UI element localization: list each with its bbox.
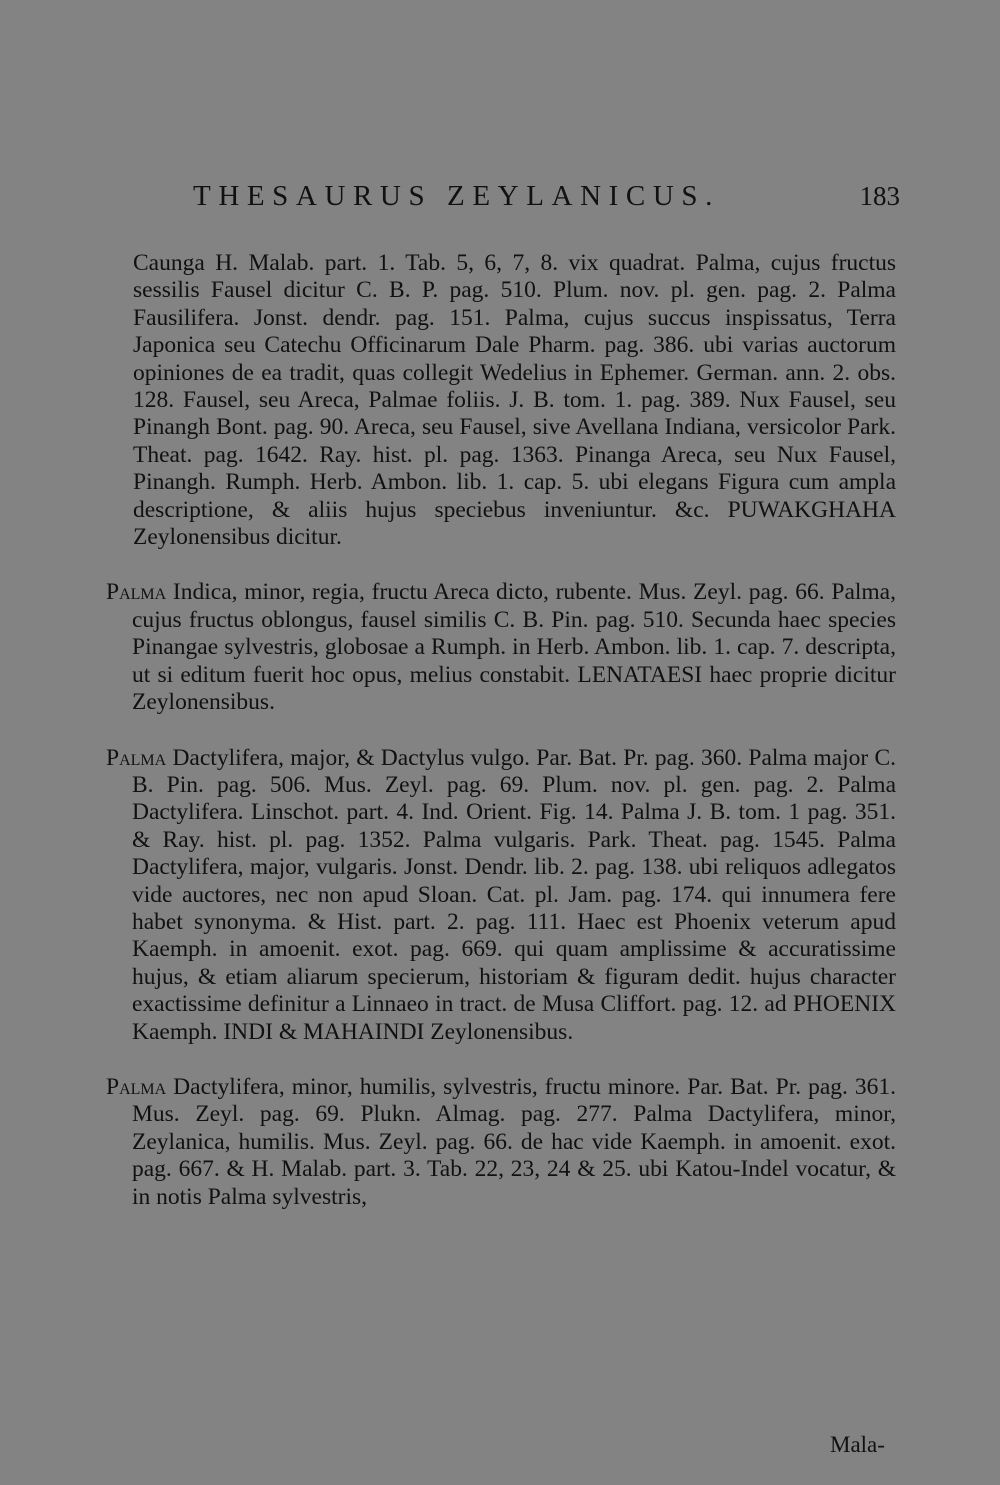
entry-text: Dactylifera, minor, humilis, sylvestris, fructu minore. Par. Bat. Pr. pag. 361. Mus. Zeyl. pag. 69. Plukn. Almag. pag. 277. Palma Dactylifera, minor, Zeylanica, humilis. Mus. Zeyl. pag. 66. de hac vide Kaemph. in amoenit. exot. pag. 667. & H. Malab. part. 3. Tab. 22, 23, 24 & 25. ubi Katou-Indel vocatur, & in notis Palma sylvestris, [132, 1073, 896, 1210]
page-header [193, 180, 900, 220]
running-title: THESAURUS ZEYLANICUS. [193, 180, 720, 212]
entry-lead-word: Palma [106, 579, 167, 606]
entry-palma-dactylifera-major [106, 745, 896, 1046]
entry-lead-word: Palma [106, 744, 167, 771]
entry-palma-indica [106, 579, 896, 716]
page-number: 183 [859, 181, 900, 211]
body-text [106, 250, 896, 1211]
entry-palma-dactylifera-minor [106, 1074, 896, 1211]
entry-text: Dactylifera, major, & Dactylus vulgo. Par. Bat. Pr. pag. 360. Palma major C. B. Pin. pag. 506. Mus. Zeyl. pag. 69. Plum. nov. pl. gen. pag. 2. Palma Dactylifera. Linschot. part. 4. Ind. Orient. Fig. 14. Palma J. B. tom. 1 pag. 351. & Ray. hist. pl. pag. 1352. Palma vulgaris. Park. Theat. pag. 1545. Palma Dactylifera, major, vulgaris. Jonst. Dendr. lib. 2. pag. 138. ubi reliquos adlegatos vide auctores, nec non apud Sloan. Cat. pl. Jam. pag. 174. qui innumera fere habet synonyma. & Hist. part. 2. pag. 111. Haec est Phoenix veterum apud Kaemph. in amoenit. exot. pag. 669. qui quam amplissime & accuratissime hujus, & etiam aliarum specierum, historiam & figuram dedit. hujus character exactissime definitur a Linnaeo in tract. de Musa Cliffort. pag. 12. ad PHOENIX Kaemph. INDI & MAHAINDI Zeylonensibus. [132, 744, 896, 1045]
paragraph-text: Caunga H. Malab. part. 1. Tab. 5, 6, 7, 8. vix quadrat. Palma, cujus fructus sessilis Fausel dicitur C. B. P. pag. 510. Plum. nov. pl. gen. pag. 2. Palma Fausilifera. Jonst. dendr. pag. 151. Palma, cujus succus inspissatus, Terra Japonica seu Catechu Officinarum Dale Pharm. pag. 386. ubi varias auctorum opiniones de ea tradit, quas collegit Wedelius in Ephemer. German. ann. 2. obs. 128. Fausel, seu Areca, Palmae foliis. J. B. tom. 1. pag. 389. Nux Fausel, seu Pinangh Bont. pag. 90. Areca, seu Fausel, sive Avellana Indiana, versicolor Park. Theat. pag. 1642. Ray. hist. pl. pag. 1363. Pinanga Areca, seu Nux Fausel, Pinangh. Rumph. Herb. Ambon. lib. 1. cap. 5. ubi elegans Figura cum ampla descriptione, & aliis hujus speciebus inveniuntur. &c. PUWAKGHAHA Zeylonensibus dicitur. [133, 250, 896, 551]
paragraph-caunga [106, 250, 896, 551]
catchword: Mala- [830, 1432, 885, 1457]
entry-text: Indica, minor, regia, fructu Areca dicto, rubente. Mus. Zeyl. pag. 66. Palma, cujus fructus oblongus, fausel similis C. B. Pin. pag. 510. Secunda haec species Pinangae sylvestris, globosae a Rumph. in Herb. Ambon. lib. 1. cap. 7. descripta, ut si editum fuerit hoc opus, melius constabit. LENATAESI haec proprie dicitur Zeylonensibus. [132, 579, 896, 716]
entry-lead-word: Palma [106, 1073, 167, 1100]
